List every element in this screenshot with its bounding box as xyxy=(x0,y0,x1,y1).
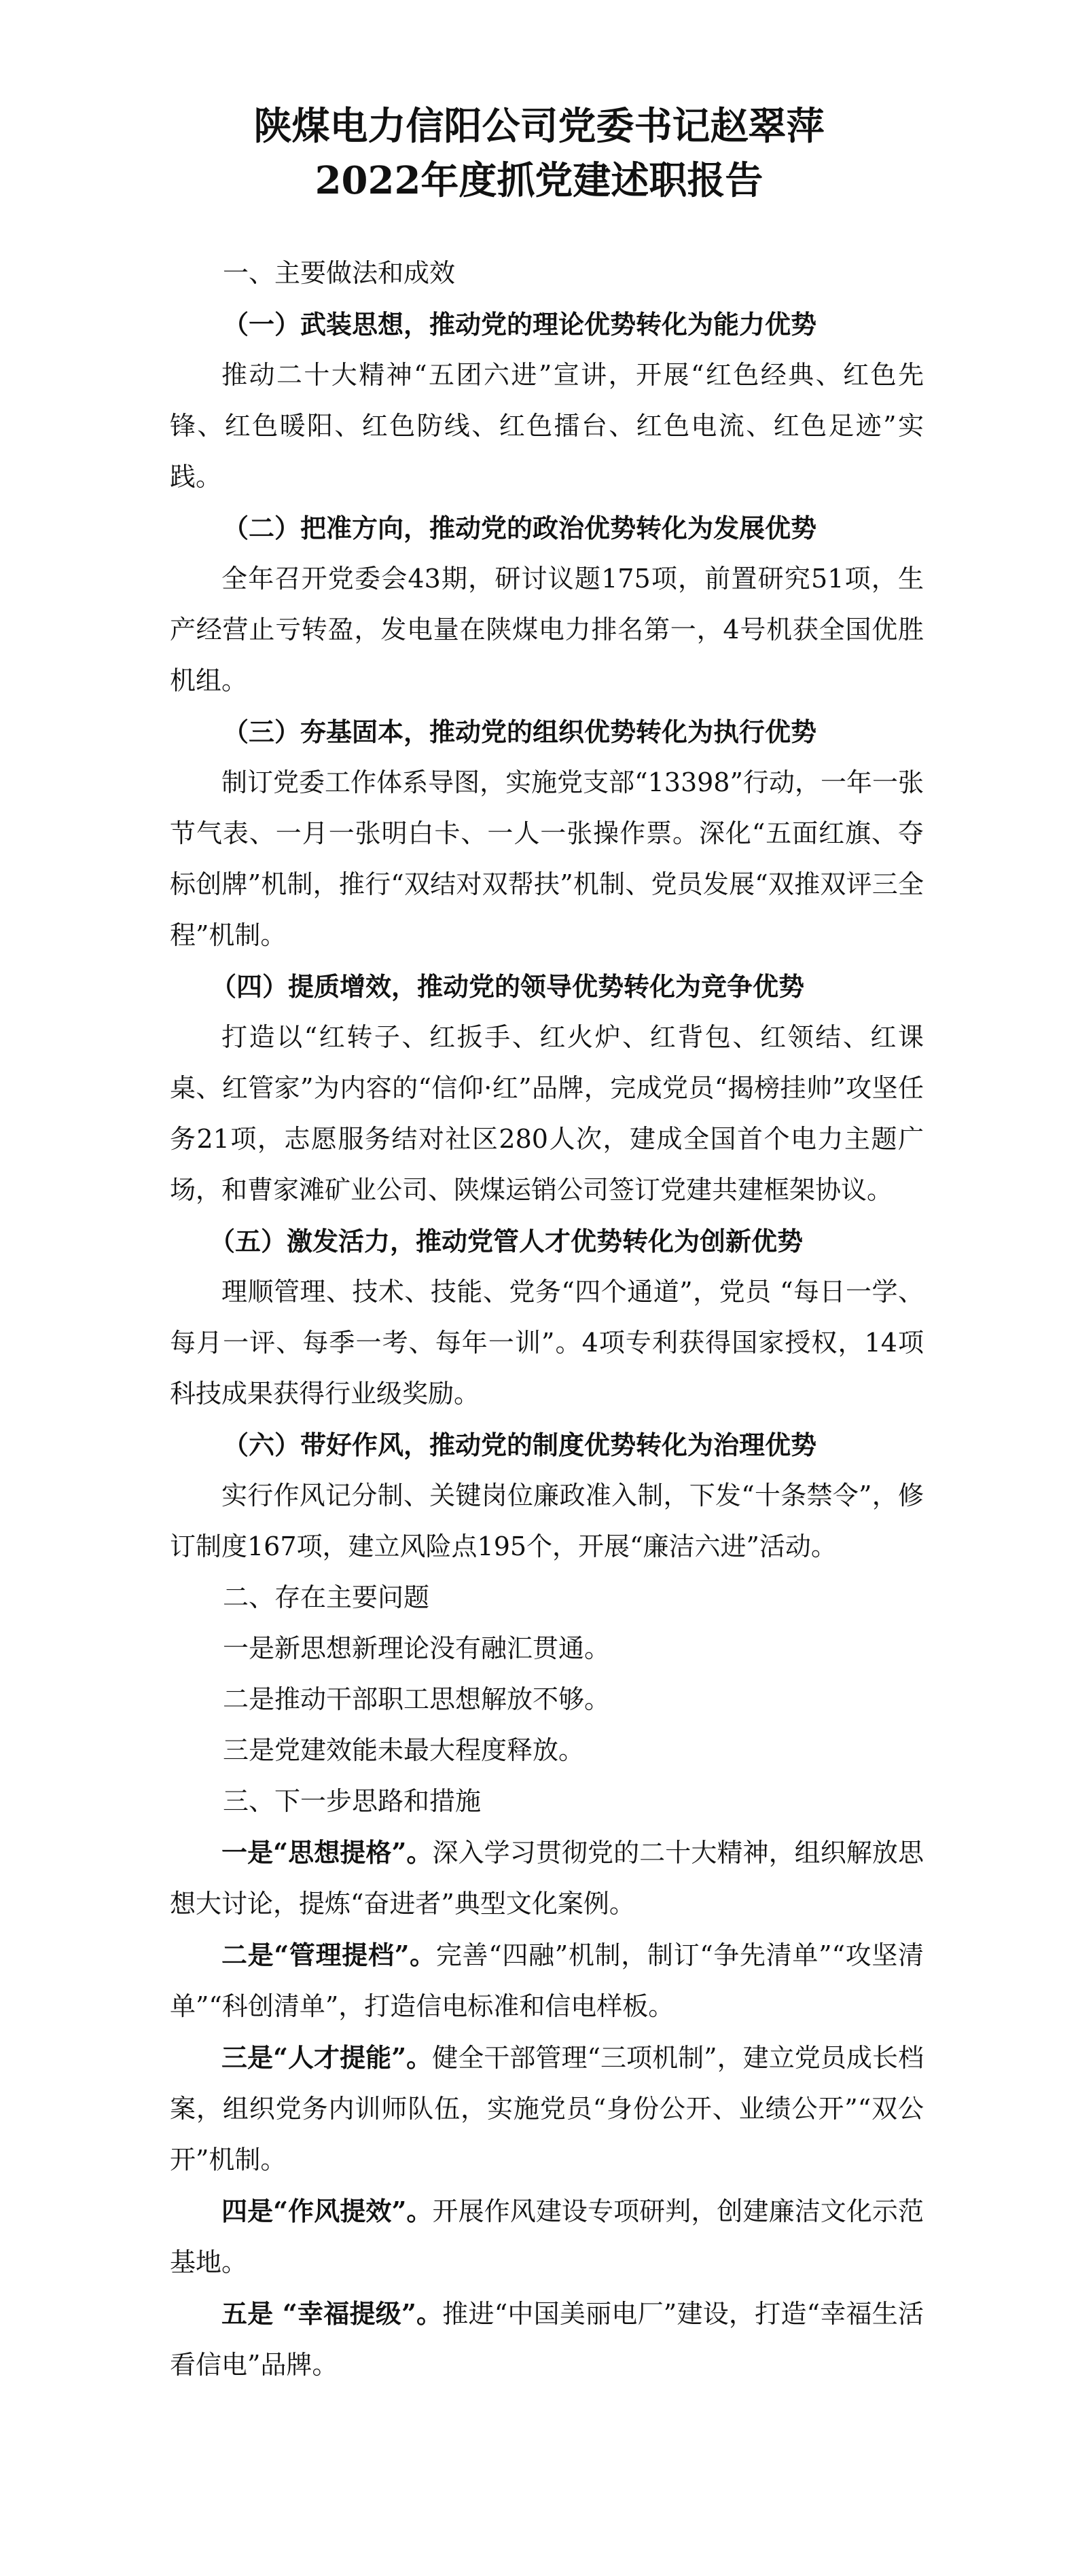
measure-lead: 三是“人才提能”。 xyxy=(221,2042,433,2073)
problem-item: 一是新思想新理论没有融汇贯通。 xyxy=(223,1633,611,1663)
measure-text: 开展作风建设专项研判，创建廉洁文化示范基地。 xyxy=(170,2196,924,2277)
document-title-line-1: 陕煤电力信阳公司党委书记赵翠萍 xyxy=(253,104,825,149)
paragraph: 推动二十大精神“五团六进”宣讲，开展“红色经典、红色先锋、红色暖阳、红色防线、红色擂台、红色电流、红色足迹”实践。 xyxy=(170,360,924,492)
problem-item: 二是推动干部职工思想解放不够。 xyxy=(223,1684,611,1714)
subsection-heading: （三）夯基固本，推动党的组织优势转化为执行优势 xyxy=(223,716,817,747)
measure-lead: 四是“作风提效”。 xyxy=(221,2196,433,2226)
measure-text: 推进“中国美丽电厂”建设，打造“幸福生活看信电”品牌。 xyxy=(170,2299,924,2380)
measure-text: 深入学习贯彻党的二十大精神，组织解放思想大讨论，提炼“奋进者”典型文化案例。 xyxy=(170,1838,924,1919)
section-heading: 二、存在主要问题 xyxy=(223,1582,430,1612)
measure-item xyxy=(170,2185,924,2288)
measure-item xyxy=(170,2032,924,2185)
measure-lead: 二是“管理提档”。 xyxy=(221,1940,436,1970)
measure-item xyxy=(170,2288,924,2391)
measure-lead: 五是 “幸福提级”。 xyxy=(221,2298,443,2329)
subsection-heading: （五）激发活力，推动党管人才优势转化为创新优势 xyxy=(209,1226,804,1256)
measure-item xyxy=(170,1929,924,2032)
document-title-line-2: 2022年度抓党建述职报告 xyxy=(315,158,763,203)
measure-item xyxy=(170,1827,924,1929)
subsection-heading: （六）带好作风，推动党的制度优势转化为治理优势 xyxy=(223,1430,817,1460)
paragraph: 理顺管理、技术、技能、党务“四个通道”，党员 “每日一学、每月一评、每季一考、每年一训”。4项专利获得国家授权，14项科技成果获得行业级奖励。 xyxy=(170,1277,924,1409)
paragraph: 制订党委工作体系导图，实施党支部“13398”行动，一年一张节气表、一月一张明白卡、一人一张操作票。深化“五面红旗、夺标创牌”机制，推行“双结对双帮扶”机制、党员发展“双推双评三全程”机制。 xyxy=(170,767,924,950)
problem-item: 三是党建效能未最大程度释放。 xyxy=(223,1735,585,1765)
subsection-heading: （一）武装思想，推动党的理论优势转化为能力优势 xyxy=(223,309,817,340)
section-heading: 一、主要做法和成效 xyxy=(223,258,456,288)
paragraph: 全年召开党委会43期，研讨议题175项，前置研究51项，生产经营止亏转盈，发电量在陕煤电力排名第一，4号机获全国优胜机组。 xyxy=(170,564,924,695)
subsection-heading: （四）提质增效，推动党的领导优势转化为竞争优势 xyxy=(211,971,805,1002)
measure-lead: 一是“思想提格”。 xyxy=(221,1837,433,1868)
paragraph: 打造以“红转子、红扳手、红火炉、红背包、红领结、红课桌、红管家”为内容的“信仰·红”品牌，完成党员“揭榜挂帅”攻坚任务21项，志愿服务结对社区280人次，建成全国首个电力主题广场，和曹家滩矿业公司、陕煤运销公司签订党建共建框架协议。 xyxy=(170,1022,924,1205)
document-body xyxy=(170,248,924,2391)
paragraph: 实行作风记分制、关键岗位廉政准入制，下发“十条禁令”，修订制度167项，建立风险点195个，开展“廉洁六进”活动。 xyxy=(170,1481,924,1561)
section-heading: 三、下一步思路和措施 xyxy=(223,1786,482,1816)
measure-text: 健全干部管理“三项机制”，建立党员成长档案，组织党务内训师队伍，实施党员“身份公开、业绩公开”“双公开”机制。 xyxy=(170,2043,924,2175)
measure-text: 完善“四融”机制，制订“争先清单”“攻坚清单”“科创清单”，打造信电标准和信电样板。 xyxy=(170,1940,924,2021)
subsection-heading: （二）把准方向，推动党的政治优势转化为发展优势 xyxy=(223,513,817,543)
